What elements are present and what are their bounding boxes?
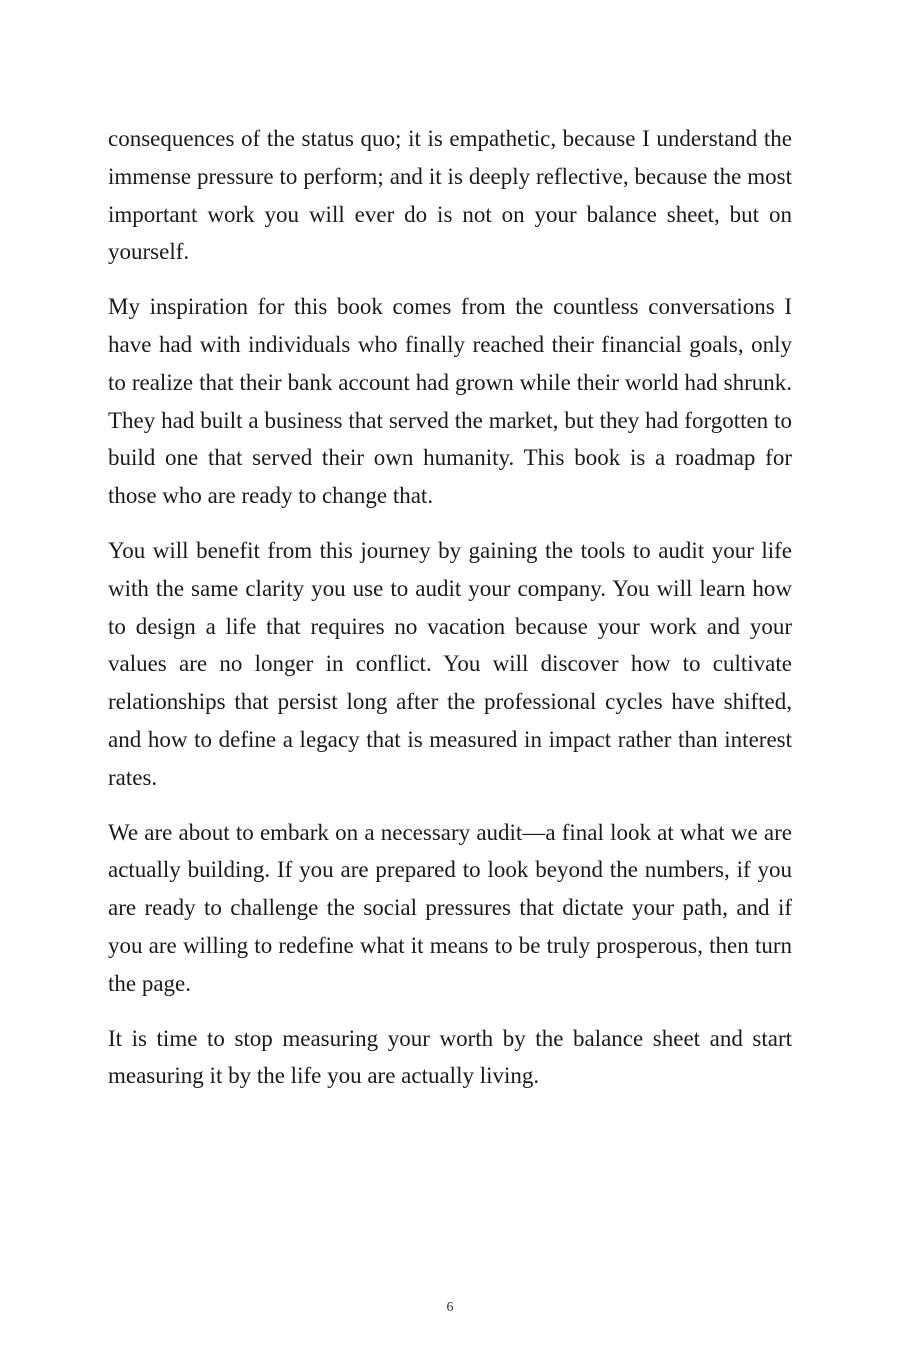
paragraph-1: consequences of the status quo; it is empathetic, because I understand the immense pressure to perform; and it is deeply reflective, because the most important work you will ever do is not on your balance sheet, but on yourself. <box>108 126 792 265</box>
body-text <box>108 120 792 1112</box>
paragraph-5: It is time to stop measuring your worth by the balance sheet and start measuring it by the life you are actually living. <box>108 1025 792 1089</box>
paragraph-2: My inspiration for this book comes from the countless conversations I have had with individuals who finally reached their financial goals, only to realize that their bank account had grown while their world had shrunk. They had built a business that served the market, but they had forgotten to build one that served their own humanity. This book is a roadmap for those who are ready to change that. <box>108 294 792 509</box>
paragraph-3: You will benefit from this journey by gaining the tools to audit your life with the same clarity you use to audit your company. You will learn how to design a life that requires no vacation because your work and your values are no longer in conflict. You will discover how to cultivate relationships that persist long after the professional cycles have shifted, and how to define a legacy that is measured in impact rather than interest rates. <box>108 537 792 790</box>
paragraph-4: We are about to embark on a necessary audit—a final look at what we are actually building. If you are prepared to look beyond the numbers, if you are ready to challenge the social pressures that dictate your path, and if you are willing to redefine what it means to be truly prosperous, then turn the page. <box>108 819 792 996</box>
page-number: 6 <box>446 1300 454 1315</box>
